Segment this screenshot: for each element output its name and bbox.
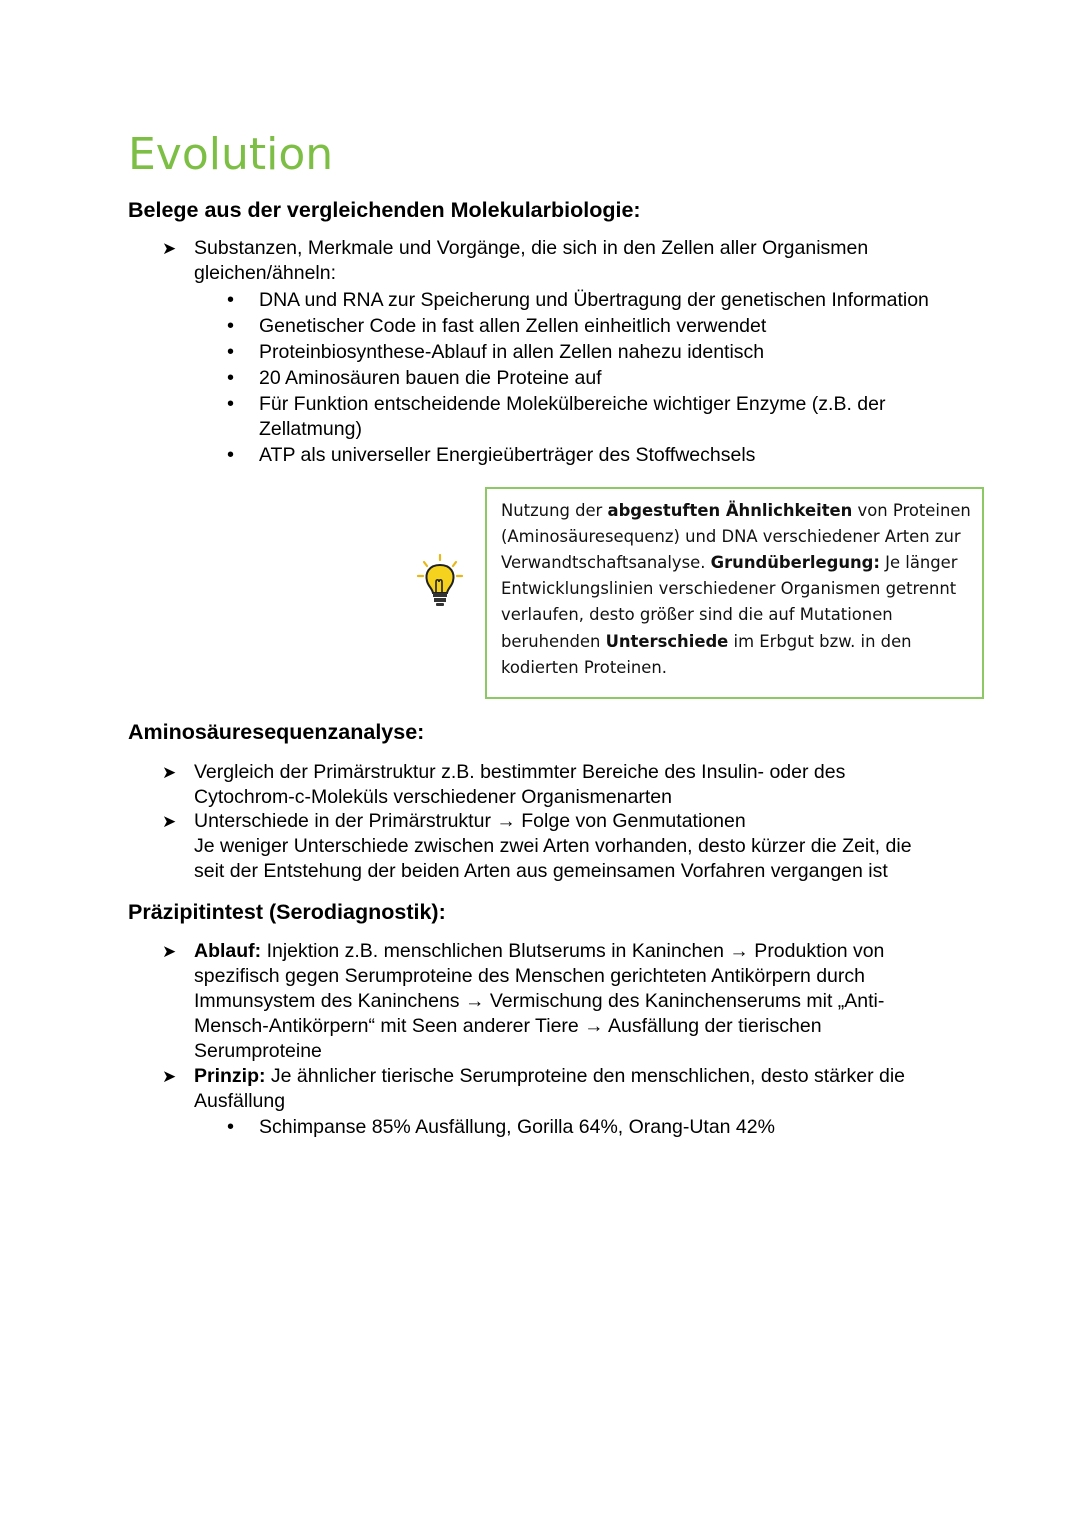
- callout-line-6: beruhenden Unterschiede im Erbgut bzw. in den: [501, 632, 912, 651]
- praez-ablauf-line-1: Ablauf: Injektion z.B. menschlichen Blutserums in Kaninchen → Produktion von: [194, 940, 885, 962]
- molbio-line-2: gleichen/ähneln:: [194, 262, 337, 284]
- molbio-bullet-5-cont: Zellatmung): [259, 418, 362, 440]
- amino-line-2: Cytochrom-c-Moleküls verschiedener Organismenarten: [194, 786, 672, 808]
- section-heading-molbio: Belege aus der vergleichenden Molekularbiologie:: [128, 198, 641, 222]
- bullet-dot-icon: •: [227, 341, 235, 363]
- praez-prinzip-line-1: Prinzip: Je ähnlicher tierische Serumproteine den menschlichen, desto stärker die: [194, 1065, 906, 1087]
- praez-ablauf-line-5: Serumproteine: [194, 1040, 322, 1062]
- section-heading-praez: Präzipitintest (Serodiagnostik):: [128, 900, 446, 924]
- bullet-dot-icon: •: [227, 315, 235, 337]
- amino-line-4: Je weniger Unterschiede zwischen zwei Arten vorhanden, desto kürzer die Zeit, die: [194, 835, 912, 857]
- bullet-dot-icon: •: [227, 393, 235, 415]
- praez-ablauf-line-2: spezifisch gegen Serumproteine des Menschen gerichteten Antikörpern durch: [194, 965, 865, 987]
- molbio-bullet-5: Für Funktion entscheidende Molekülbereiche wichtiger Enzyme (z.B. der: [259, 393, 886, 415]
- molbio-bullet-3: Proteinbiosynthese-Ablauf in allen Zellen nahezu identisch: [259, 341, 765, 363]
- praez-ablauf-line-4: Mensch-Antikörpern“ mit Seen anderer Tiere → Ausfällung der tierischen: [194, 1015, 822, 1037]
- amino-line-3: Unterschiede in der Primärstruktur → Folge von Genmutationen: [194, 810, 746, 832]
- molbio-bullet-1: DNA und RNA zur Speicherung und Übertragung der genetischen Information: [259, 289, 929, 311]
- praez-ablauf-line-3: Immunsystem des Kaninchens → Vermischung des Kaninchenserums mit „Anti-: [194, 990, 885, 1012]
- callout-line-4: Entwicklungslinien verschiedener Organismen getrennt: [501, 579, 957, 598]
- bullet-dot-icon: •: [227, 444, 235, 466]
- callout-line-5: verlaufen, desto größer sind die auf Mutationen: [501, 605, 893, 624]
- arrow-bullet-icon: ➤: [162, 239, 177, 258]
- amino-line-5: seit der Entstehung der beiden Arten aus gemeinsamen Vorfahren vergangen ist: [194, 860, 888, 882]
- bullet-dot-icon: •: [227, 289, 235, 311]
- page-title: Evolution: [128, 129, 334, 180]
- callout-line-3: Verwandtschaftsanalyse. Grundüberlegung: Je länger: [501, 553, 958, 572]
- praez-prinzip-line-2: Ausfällung: [194, 1090, 286, 1112]
- callout-line-1: Nutzung der abgestuften Ähnlichkeiten von Proteinen: [501, 501, 971, 520]
- callout-line-7: kodierten Proteinen.: [501, 658, 667, 677]
- bullet-dot-icon: •: [227, 1116, 235, 1138]
- molbio-line-1: Substanzen, Merkmale und Vorgänge, die sich in den Zellen aller Organismen: [194, 237, 869, 259]
- bullet-dot-icon: •: [227, 367, 235, 389]
- lightbulb-icon: [415, 552, 465, 614]
- callout-box: [485, 487, 984, 699]
- molbio-bullet-4: 20 Aminosäuren bauen die Proteine auf: [259, 367, 602, 389]
- amino-line-1: Vergleich der Primärstruktur z.B. bestimmter Bereiche des Insulin- oder des: [194, 761, 846, 783]
- praez-bullet-1: Schimpanse 85% Ausfällung, Gorilla 64%, Orang-Utan 42%: [259, 1116, 775, 1138]
- arrow-bullet-icon: ➤: [162, 942, 177, 961]
- arrow-bullet-icon: ➤: [162, 812, 177, 831]
- arrow-bullet-icon: ➤: [162, 763, 177, 782]
- callout-line-2: (Aminosäuresequenz) und DNA verschiedener Arten zur: [501, 527, 961, 546]
- molbio-bullet-2: Genetischer Code in fast allen Zellen einheitlich verwendet: [259, 315, 767, 337]
- section-heading-amino: Aminosäuresequenzanalyse:: [128, 720, 425, 744]
- molbio-bullet-6: ATP als universeller Energieüberträger des Stoffwechsels: [259, 444, 756, 466]
- arrow-bullet-icon: ➤: [162, 1067, 177, 1086]
